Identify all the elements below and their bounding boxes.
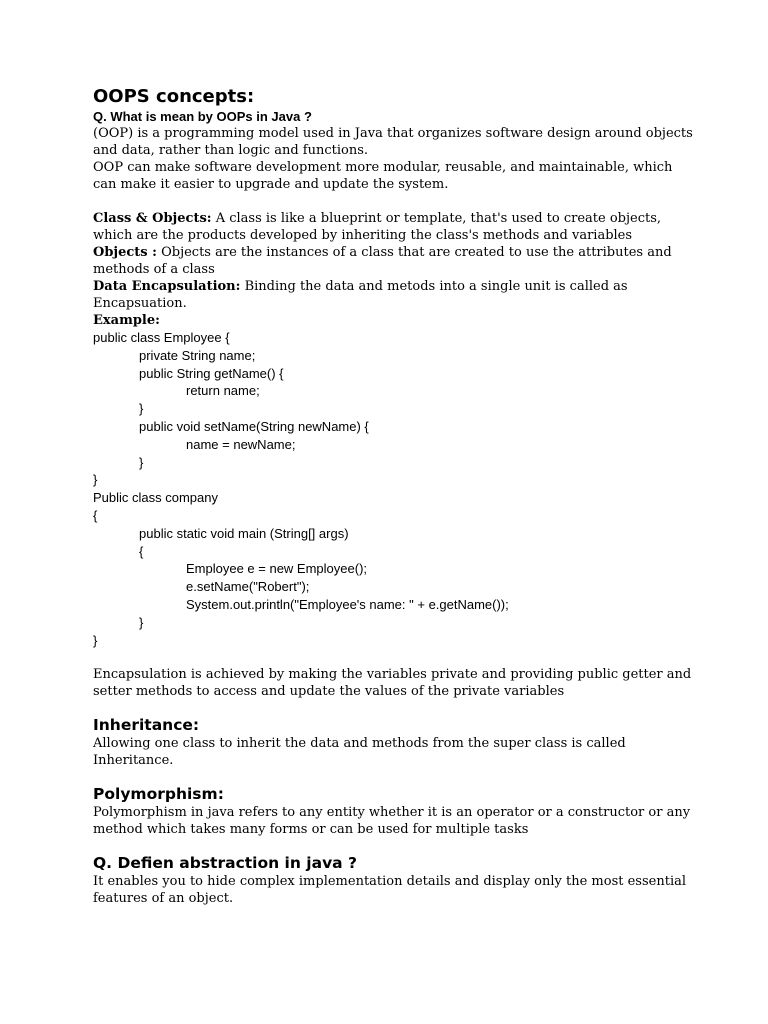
abstraction-heading: Q. Defien abstraction in java ? <box>93 854 358 873</box>
code-line: private String name; <box>139 347 256 363</box>
spacer <box>93 649 693 666</box>
code-line: } <box>139 454 144 470</box>
encapsulation-paragraph <box>93 278 693 312</box>
inheritance-heading: Inheritance: <box>93 716 200 735</box>
code-line: return name; <box>186 383 260 399</box>
example-paragraph <box>93 312 693 329</box>
code-line: public static void main (String[] args) <box>139 525 349 541</box>
document-title: OOPS concepts: <box>93 86 255 107</box>
code-line: } <box>139 401 144 417</box>
code-line: { <box>93 507 98 523</box>
polymorphism-heading: Polymorphism: <box>93 785 224 804</box>
encapsulation-summary: Encapsulation is achieved by making the variables private and providing public getter and setter methods to access and update the values of the private variables <box>93 667 692 700</box>
polymorphism-text: Polymorphism in java refers to any entity whether it is an operator or a constructor or any method which takes many forms or can be used for multiple tasks <box>93 805 691 838</box>
code-line: e.setName("Robert"); <box>186 579 310 595</box>
objects-label: Objects : <box>93 245 157 260</box>
code-line: { <box>139 543 144 559</box>
question-oops: Q. What is mean by OOPs in Java ? <box>93 109 312 124</box>
objects-text: Objects are the instances of a class that are created to use the attributes and methods of a class <box>93 245 672 277</box>
encapsulation-label: Data Encapsulation: <box>93 279 241 294</box>
code-line: } <box>139 614 144 630</box>
spacer <box>93 193 693 210</box>
class-objects-label: Class & Objects: <box>93 211 212 226</box>
class-objects-paragraph <box>93 210 693 244</box>
code-block <box>93 329 693 649</box>
code-line: public class Employee { <box>93 330 230 345</box>
class-objects-text: A class is like a blueprint or template, that's used to create objects, which are the products developed by inheriting the class's methods and variables <box>93 211 662 243</box>
example-label: Example: <box>93 313 160 328</box>
objects-paragraph <box>93 244 693 278</box>
oop-benefits-paragraph: OOP can make software development more modular, reusable, and maintainable, which can make it easier to upgrade and update the system. <box>93 160 673 192</box>
document-body <box>93 86 693 907</box>
code-line: public void setName(String newName) { <box>139 418 369 434</box>
encapsulation-text: Binding the data and metods into a single unit is called as Encapsuation. <box>93 279 628 311</box>
code-line: public String getName() { <box>139 365 284 381</box>
code-line: Employee e = new Employee(); <box>186 561 368 577</box>
code-line: name = newName; <box>186 436 296 452</box>
inheritance-text: Allowing one class to inherit the data and methods from the super class is called Inheritance. <box>93 736 626 769</box>
code-line: } <box>93 632 98 648</box>
code-line: } <box>93 472 98 488</box>
code-line: Public class company <box>93 490 218 506</box>
abstraction-text: It enables you to hide complex implementation details and display only the most essential features of an object. <box>93 874 687 907</box>
oop-definition-paragraph: (OOP) is a programming model used in Java that organizes software design around objects and data, rather than logic and functions. <box>93 126 693 158</box>
code-line: System.out.println("Employee's name: " + e.getName()); <box>186 596 509 612</box>
